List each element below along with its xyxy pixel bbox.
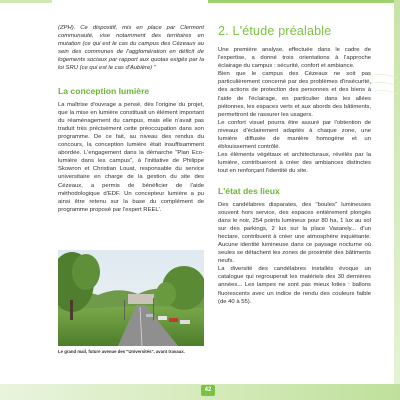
top-left-band — [0, 0, 52, 3]
campus-photo — [58, 250, 204, 346]
conception-lumiere-paragraph: La maîtrise d'ouvrage a pensé, dès l'origine du projet, que la mise en lumière constituait un élément important du réaménagement du campus, mais elle n'avait pas traduit très précisément cette préoccupation dans son programme. De ce fait, au niveau des rendus du concours, la conception lumière était insuffisamment abordée. L'engagement dans la démarche "Plan Eco-lumière dans les campus", à l'initiative de Philippe Skowron et Christian Louat, responsable du service universitaire en charge de la gestion du site des Cézeaux, a permis de bénéficier de l'aide méthodologique d'EDF. Un concepteur lumière a pu ainsi être retenu sur la base du complément de programme proposé par l'expert REEL'. — [58, 101, 204, 213]
etude-paragraph-2: Bien que le campus des Cézeaux ne soit pas particulièrement concerné par des problèmes d'insécurité, des actions de protection des personnes et des biens à l'aide de l'éclairage, en particulier dans les allées piétonnes, les espaces verts et aux abords des bâtiments, permettront de rassurer les usagers. — [218, 71, 371, 118]
heading-conception-lumiere: La conception lumière — [58, 85, 150, 96]
top-right-band — [208, 0, 400, 3]
etude-paragraph-4: Les éléments végétaux et architecturaux, révélés par la lumière, contribueront à créer des ambiances distinctes tout en renforçant l'identité du site. — [218, 152, 371, 175]
etat-paragraph-1: Des candélabres disparates, des "boules" lumineuses souvent hors service, des espaces entièrement plongés dans le noir, 254 points lumineux pour 80 ha, 1 lux au sol sur des parkings, 2 lux sur la place Vasarely... d'un hectare, contribuent à créer une atmosphère inquiétante. Aucune identité lumineuse dans ce paysage nocturne où seules se détachent les zones de proximité des bâtiments neufs. — [218, 201, 371, 265]
decorative-lines — [368, 70, 398, 110]
bottom-band — [0, 384, 400, 400]
etude-paragraph-1: Une première analyse, effectuée dans le cadre de l'expertise, a donné trois orientations à l'approche éclairage du campus : sécurité, confort et ambiance. — [218, 47, 371, 70]
left-column — [58, 24, 204, 214]
etude-paragraph-3: Le confort visuel pourra être assuré par l'obtention de niveaux d'éclairement adaptés à chaque zone, une lumière diffusée de manière homogène et un éblouissement contrôlé. — [218, 119, 371, 151]
campus-photo-illustration — [58, 250, 204, 346]
intro-paragraph: (ZPH). Ce dispositif, mis en place par Clermont communauté, vise notamment des territoires en mutation (ce qui est le cas du campus des Cézeaux au sein des communes de l'agglomération en déficit de logements sociaux par rapport aux quotas exigés par la loi SRU (ce qui est le cas d'Aubière) '' — [58, 25, 204, 72]
heading-etat-des-lieux: L'état des lieux — [218, 185, 280, 196]
right-column — [218, 24, 371, 306]
etat-paragraph-2: La diversité des candélabres installés évoque un catalogue qui regrouperait les matériels des 30 dernières années... Les lampes ne sont pas mieux loties : ballons fluorescents avec un indice de rendu des couleurs faible (de 40 à 55). — [218, 266, 371, 305]
page-number: 42 — [201, 385, 215, 396]
photo-caption: Le grand mail, future avenue des "Universités", avant travaux. — [58, 349, 185, 354]
right-edge-band — [394, 0, 400, 400]
heading-etude-prealable: 2. L'étude préalable — [218, 24, 332, 38]
